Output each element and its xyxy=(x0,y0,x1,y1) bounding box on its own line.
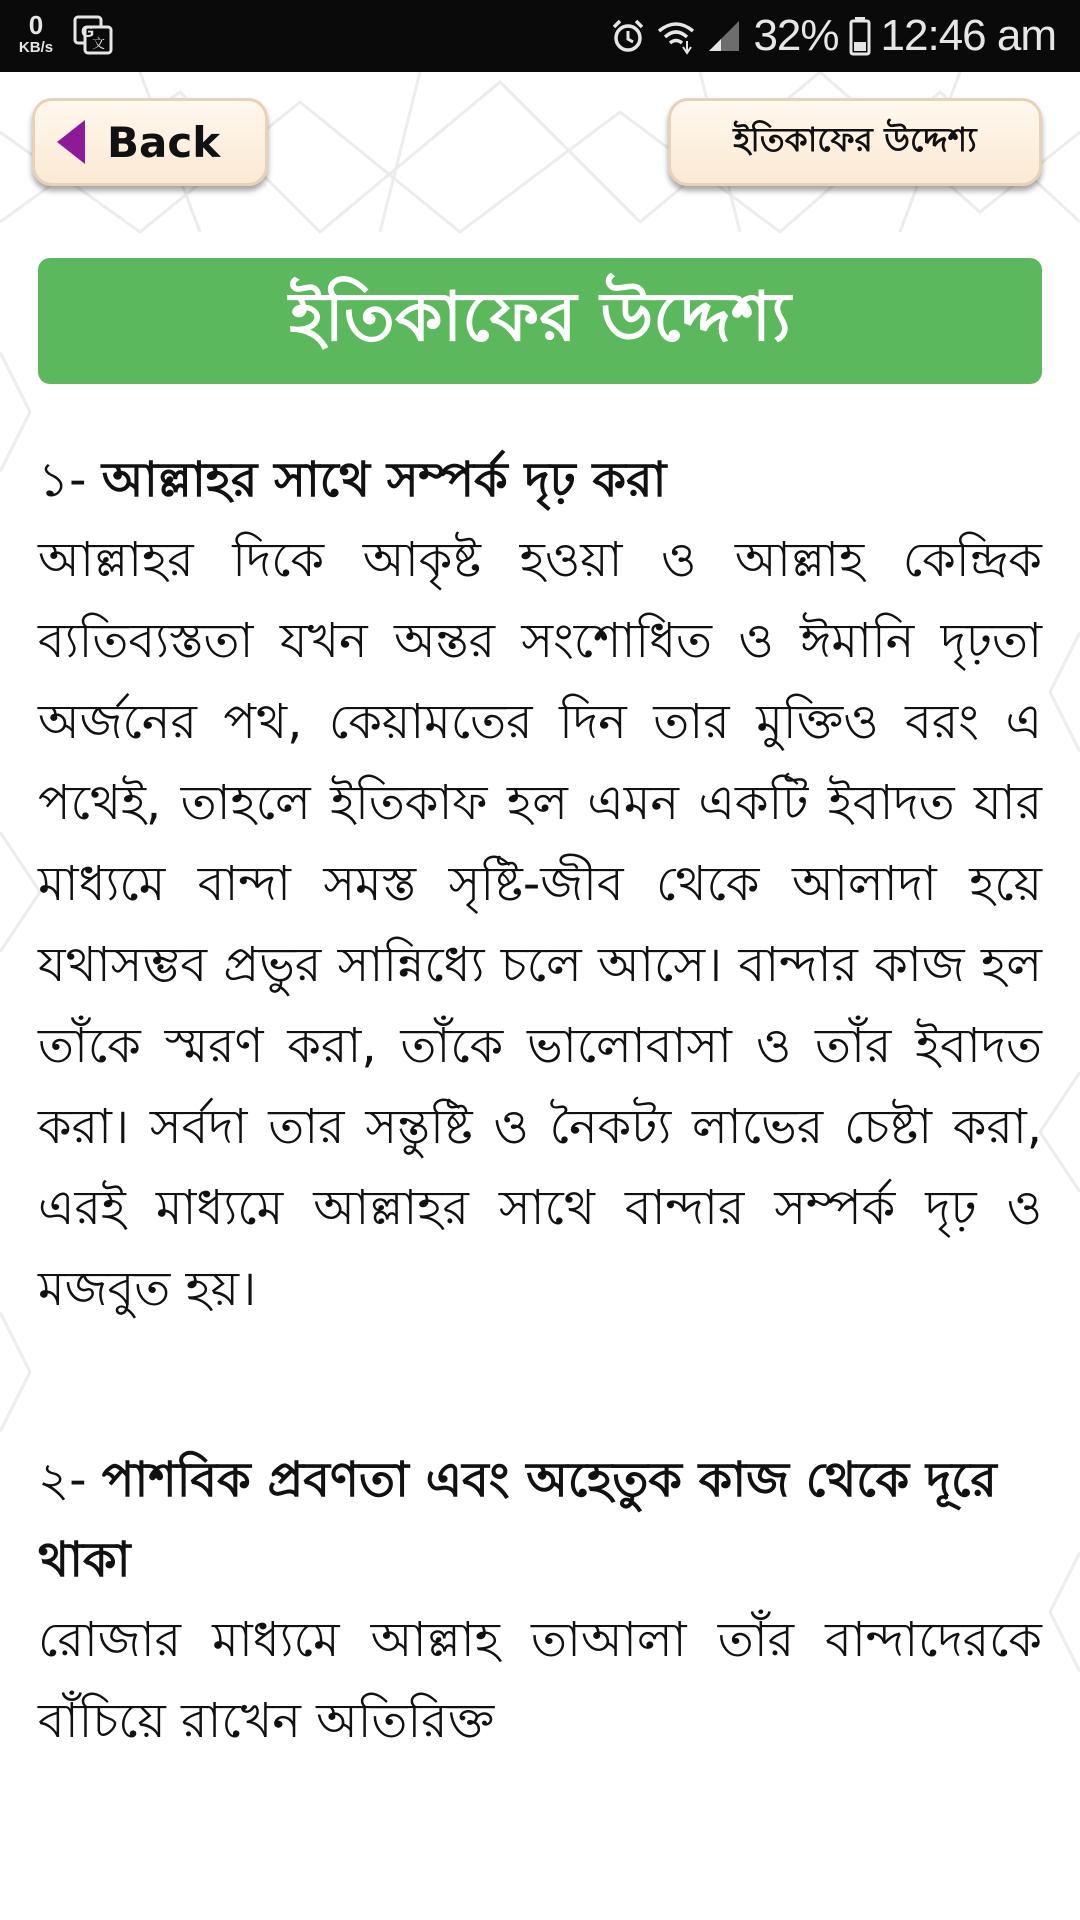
section-heading-text: আল্লাহর সাথে সম্পর্ক দৃঢ় করা xyxy=(101,452,667,508)
battery-percent: 32% xyxy=(753,11,839,60)
back-arrow-icon xyxy=(53,118,87,166)
status-bar xyxy=(0,0,1080,72)
signal-icon xyxy=(705,17,743,55)
status-icons xyxy=(609,0,1056,72)
section-heading xyxy=(38,1440,1042,1600)
section-heading xyxy=(38,440,1042,520)
page-title: ইতিকাফের উদ্দেশ্য xyxy=(289,278,791,357)
back-button[interactable] xyxy=(32,98,268,186)
section-body: আল্লাহর দিকে আকৃষ্ট হওয়া ও আল্লাহ কেন্দ্রিক ব্যতিব্যস্ততা যখন অন্তর সংশোধিত ও ঈমানি দৃঢ়তা অর্জনের পথ, কেয়ামতের দিন তার মুক্তিও বরং এ পথেই, তাহলে ইতিকাফ হল এমন একটি ইবাদত যার মাধ্যমে বান্দা সমস্ত সৃষ্টি-জীব থেকে আলাদা হয়ে যথাসম্ভব প্রভুর সান্নিধ্যে চলে আসে। বান্দার কাজ হল তাঁকে স্মরণ করা, তাঁকে ভালোবাসা ও তাঁর ইবাদত করা। সর্বদা তার সন্তুষ্টি ও নৈকট্য লাভের চেষ্টা করা, এরই মাধ্যমে আল্লাহর সাথে বান্দার সম্পর্ক দৃঢ় ও মজবুত হয়। xyxy=(38,532,1042,1317)
article-section xyxy=(38,440,1042,1330)
clock: 12:46 am xyxy=(880,11,1056,60)
svg-text:文: 文 xyxy=(92,37,106,52)
translate-icon xyxy=(72,14,114,56)
section-body: রোজার মাধ্যমে আল্লাহ তাআলা তাঁর বান্দাদেরকে বাঁচিয়ে রাখেন অতিরিক্ত xyxy=(38,1612,1042,1749)
section-number: ১- xyxy=(38,452,87,508)
section-number: ২- xyxy=(38,1452,87,1508)
alarm-icon xyxy=(609,17,647,55)
battery-icon xyxy=(849,16,871,56)
svg-text:G: G xyxy=(81,22,95,41)
network-speed-indicator xyxy=(14,12,58,55)
network-speed-value: 0 xyxy=(28,10,44,40)
wifi-icon xyxy=(657,17,695,55)
section-heading-text: পাশবিক প্রবণতা এবং অহেতুক কাজ থেকে দূরে থাকা xyxy=(38,1452,997,1588)
topic-button-label: ইতিকাফের উদ্দেশ্য xyxy=(733,120,977,159)
article-section xyxy=(38,1440,1042,1762)
article-content xyxy=(38,440,1042,1872)
network-speed-unit: KB/s xyxy=(18,39,54,56)
title-banner xyxy=(38,258,1042,384)
back-button-label: Back xyxy=(107,117,221,167)
topic-button[interactable] xyxy=(668,98,1042,186)
